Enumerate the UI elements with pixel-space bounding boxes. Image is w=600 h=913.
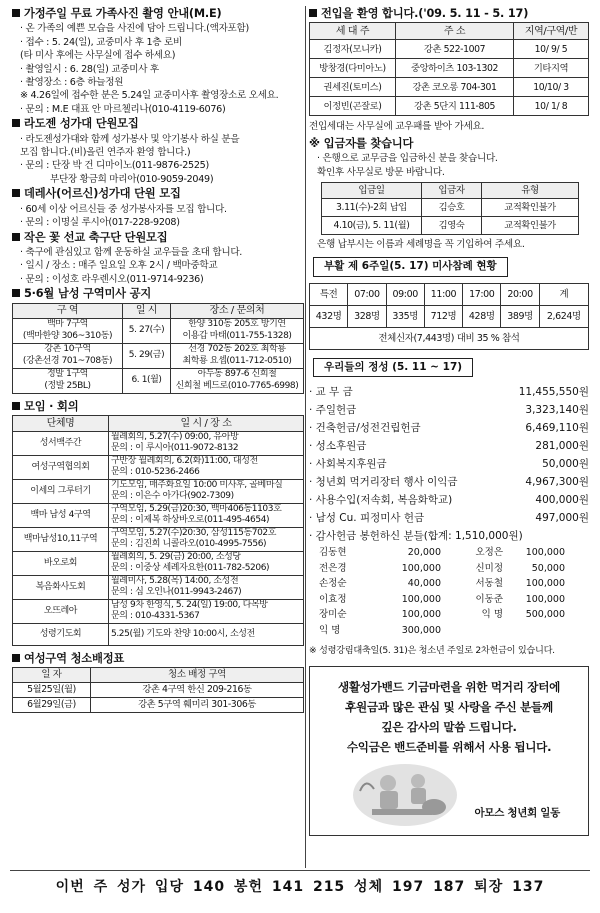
- info-line: 구역모임, 5.29(금)20:30, 백마406동1103호: [111, 503, 282, 514]
- table-row: [13, 479, 304, 503]
- teresa-choir-body: [12, 203, 304, 230]
- donor-amount: 100,000: [525, 578, 565, 590]
- offering-row: [309, 473, 589, 491]
- table-row: [322, 217, 579, 235]
- donor-amount: 100,000: [525, 593, 565, 605]
- deposit-date-cell: 4.10(금), 5. 11(월): [322, 217, 422, 235]
- text-line: · 촬영장소 : 6층 하늘정원: [20, 77, 124, 89]
- meetings-table: [12, 415, 304, 646]
- band-illustration-icon: [350, 761, 460, 829]
- date-cell: 6월29일(금): [13, 697, 91, 712]
- info-line: 문의 : 김진희 니콜라오(010-4995-7556): [111, 539, 267, 550]
- group-name-cell: 백마남성10,11구역: [13, 527, 109, 551]
- text-line: · 일시 / 장소 : 매주 일요일 오후 2시 / 백마중학교: [20, 260, 218, 272]
- table-row: [13, 368, 304, 393]
- donor-name: 손정순: [319, 578, 347, 590]
- place-line: 선경 702동 202호 최학룡: [188, 344, 286, 355]
- donor-amount: 40,000: [407, 578, 441, 590]
- date-cell: 5. 29(금): [123, 343, 171, 368]
- table-row: [13, 343, 304, 368]
- group-info-cell: [109, 599, 304, 623]
- count-cell: 428명: [463, 305, 501, 327]
- cleaning-title: 여성구역 청소배정표: [24, 651, 125, 665]
- column-header: 구 역: [13, 303, 123, 318]
- offering-amount: 50,000원: [542, 458, 589, 471]
- column-header: 지역/구역/반: [514, 23, 589, 40]
- column-header: 입금자: [422, 183, 482, 199]
- table-row: [13, 697, 304, 712]
- square-bullet-icon: [12, 9, 20, 17]
- group-name-cell: 이세의 그루터기: [13, 479, 109, 503]
- column-header: 07:00: [348, 283, 386, 305]
- info-line: 문의 : 이 루시아(011-9072-8132: [111, 443, 239, 454]
- text-line: 깊은 감사의 말씀 드립니다.: [381, 719, 517, 734]
- text-line: · 60세 이상 어르신들 중 성가봉사자를 모집 합니다.: [20, 203, 227, 215]
- group-info-cell: [109, 551, 304, 575]
- text-line: (타 미사 후에는 사무실에 접수 하세요): [20, 50, 176, 62]
- offering-row: [309, 491, 589, 509]
- info-line: 월례회의, 5.27(수) 09:00, 유아방: [111, 431, 239, 442]
- donor-name: 서동철: [475, 578, 503, 590]
- square-bullet-icon: [12, 289, 20, 297]
- table-row: [13, 551, 304, 575]
- table-row: [310, 59, 589, 78]
- info-line: 문의 : 이은수 아가다(902-7309): [111, 491, 234, 502]
- text-line: 부단장 황금희 마리아(010-9059-2049): [50, 173, 214, 185]
- donor-name: 전은경: [319, 562, 347, 574]
- text-line: · 은행으로 교무금을 입금하신 분을 찾습니다.: [317, 153, 498, 165]
- offering-amount: 3,323,140원: [525, 404, 589, 417]
- soccer-team-body: [12, 246, 304, 286]
- region-cell: 10/ 9/ 5: [514, 40, 589, 59]
- column-header: 일 시 / 장 소: [109, 415, 304, 431]
- mass-attendance-table: [309, 283, 589, 350]
- teresa-choir-title: 데레사(어르신)성가대 단원 모집: [24, 187, 181, 201]
- cleaning-table: [12, 667, 304, 712]
- square-bullet-icon: [12, 402, 20, 410]
- group-name-cell: 성령기도회: [13, 623, 109, 645]
- group-name-cell: 오뜨레아: [13, 599, 109, 623]
- householder-cell: 이정빈(곤잘로): [310, 97, 396, 116]
- area-name: 백마 7구역: [47, 319, 88, 330]
- column-header: 특전: [310, 283, 348, 305]
- info-line: 5.25(월) 기도와 찬양 10:00시, 소성전: [111, 628, 255, 639]
- district-mass-table: [12, 303, 304, 394]
- region-cell: 10/10/ 3: [514, 78, 589, 97]
- info-line: 문의 : 010-4331-5367: [111, 611, 200, 622]
- area-cell: [13, 368, 123, 393]
- area-cell: [13, 343, 123, 368]
- offering-row: [309, 401, 589, 419]
- signature: 아모스 청년회 일동: [474, 806, 560, 819]
- deposit-note: 은행 납부시는 이름과 세례명을 꼭 기입하여 주세요.: [317, 239, 525, 251]
- radogen-choir-heading: [12, 117, 304, 130]
- deposit-heading: [309, 137, 589, 150]
- donor-amount: 50,000: [531, 562, 565, 574]
- info-line: 문의 : 이제복 하상바오로(011-495-4654): [111, 515, 270, 526]
- column-header: 주 소: [396, 23, 514, 40]
- table-row: [13, 318, 304, 343]
- offering-amount: 400,000원: [535, 494, 589, 507]
- depositor-cell: 김영숙: [422, 217, 482, 235]
- offering-row: [309, 419, 589, 437]
- meetings-title: 모임 · 회의: [24, 399, 79, 413]
- right-column: [309, 6, 589, 836]
- table-row: [310, 327, 589, 349]
- donor-name: 오정은: [475, 547, 503, 559]
- offering-row: [309, 437, 589, 455]
- offering-label: · 남성 Cu. 피정미사 헌금: [309, 512, 425, 525]
- thank-you-box: [309, 666, 589, 836]
- column-header: 장소 / 문의처: [171, 303, 304, 318]
- address-cell: 강촌 5단지 111-805: [396, 97, 514, 116]
- text-line: · 문의 : 이성호 라우렌시오(011-9714-9236): [20, 273, 204, 285]
- donor-name: 익 명: [319, 624, 341, 636]
- teresa-choir-heading: [12, 187, 304, 200]
- total-cell: 전체신자(7,443명) 대비 35 % 참석: [310, 327, 589, 349]
- place-line: 한양 310동 205호 방기연: [188, 319, 286, 330]
- text-line: · 온 가족의 예쁜 모습을 사진에 담아 드립니다.(액자포함): [20, 23, 249, 35]
- text-line: 후원금과 많은 관심 및 사랑을 주신 분들께: [345, 699, 553, 714]
- address-cell: 중앙하이츠 103-1302: [396, 59, 514, 78]
- square-bullet-icon: [12, 119, 20, 127]
- table-row: [310, 97, 589, 116]
- family-photo-body: [12, 22, 304, 116]
- table-row: [13, 623, 304, 645]
- table-header-row: [322, 183, 579, 199]
- info-line: 기도모임, 매주화요일 10:00 미사후, 골베마실: [111, 479, 283, 490]
- footer-rule: [10, 870, 590, 871]
- contact-line: 신희철 베드로(010-7765-6998): [175, 380, 299, 391]
- area-cell: 강촌 4구역 한신 209-216동: [91, 682, 304, 697]
- place-line: 아두동 897-6 신희철: [197, 369, 277, 380]
- donor-name: 장미순: [319, 609, 347, 621]
- offering-amount: 281,000원: [535, 440, 589, 453]
- table-header-row: [13, 415, 304, 431]
- offering-row: [309, 383, 589, 401]
- offering-label: · 사용수입(저속회, 복음화학교): [309, 494, 453, 507]
- offering-label: · 건축헌금/성전건립헌금: [309, 422, 421, 435]
- column-header: 09:00: [386, 283, 424, 305]
- offering-title: 우리들의 정성 (5. 11 ~ 17): [313, 358, 473, 377]
- date-cell: 6. 1(월): [123, 368, 171, 393]
- group-name-cell: 백마 남성 4구역: [13, 503, 109, 527]
- text-line: ※ 4.26일에 접수한 분은 5.24일 교중미사후 촬영장소로 오세요.: [20, 90, 279, 102]
- district-mass-title: 5·6월 남성 구역미사 공지: [24, 287, 152, 301]
- square-bullet-icon: [12, 189, 20, 197]
- text-line: · 문의 : 단장 박 건 디마이노(011-9876-2525): [20, 160, 209, 172]
- area-cell: [13, 318, 123, 343]
- table-row: [13, 575, 304, 599]
- area-detail: (백마한양 306~310동): [22, 330, 113, 341]
- left-column: [12, 6, 304, 713]
- table-row: [13, 527, 304, 551]
- donor-amount: 100,000: [401, 562, 441, 574]
- offering-row: [309, 527, 589, 545]
- donor-amount: [503, 623, 565, 639]
- group-info-cell: [109, 455, 304, 479]
- column-header: 청소 배정 구역: [91, 668, 304, 682]
- newcomers-table: [309, 22, 589, 116]
- date-cell: 5월25일(월): [13, 682, 91, 697]
- offering-amount: 6,469,110원: [525, 422, 589, 435]
- address-cell: 강촌 코오롱 704-301: [396, 78, 514, 97]
- info-line: 남성 9차 한영식, 5. 24(일) 19:00, 다목방: [111, 599, 268, 610]
- table-row: [13, 503, 304, 527]
- family-photo-title: 가정주일 무료 가족사진 촬영 안내(M.E): [24, 7, 222, 20]
- table-row: [310, 78, 589, 97]
- text-line: · 축구에 관심있고 함께 운동하실 교우들을 초대 합니다.: [20, 246, 243, 258]
- offering-label: · 감사헌금 봉헌하신 분들(합계: 1,510,000원): [309, 530, 523, 543]
- hymn-footer: 이번 주 성가 입당 140 봉헌 141 215 성체 197 187 퇴장 137: [55, 879, 545, 895]
- contact-line: 이용갑 마태(011-755-1328): [182, 330, 292, 341]
- donor-amount: 300,000: [401, 624, 441, 636]
- table-row: [13, 682, 304, 697]
- address-cell: 강촌 522-1007: [396, 40, 514, 59]
- offering-amount: 4,967,300원: [525, 476, 589, 489]
- info-line: 문의 : 010-5236-2466: [111, 467, 200, 478]
- region-cell: 기타지역: [514, 59, 589, 78]
- group-info-cell: [109, 479, 304, 503]
- count-cell: 2,624명: [539, 305, 588, 327]
- count-cell: 328명: [348, 305, 386, 327]
- offering-amount: 11,455,550원: [518, 386, 589, 399]
- text-line: · 촬영일시 : 6. 28(일) 교중미사 후: [20, 63, 159, 75]
- place-cell: [171, 318, 304, 343]
- table-row: [13, 599, 304, 623]
- place-cell: [171, 368, 304, 393]
- donor-name: 이효정: [319, 593, 347, 605]
- column-header: 계: [539, 283, 588, 305]
- text-line: · 라도젠성가대와 함께 성가봉사 및 악기봉사 하실 분을: [20, 133, 240, 145]
- info-line: 월례미사, 5.28(목) 14:00, 소성전: [111, 575, 239, 586]
- family-photo-heading: [12, 7, 304, 20]
- group-info-cell: [109, 527, 304, 551]
- square-bullet-icon: [12, 233, 20, 241]
- cleaning-heading: [12, 652, 304, 665]
- text-line: · 문의 : M.E 대표 안 마르첼리나(010-4119-6076): [20, 103, 226, 115]
- contact-line: 최학룡 요셉(011-712-0510): [182, 355, 292, 366]
- column-header: 일 자: [13, 668, 91, 682]
- text-line: 수익금은 밴드준비를 위해서 사용 됩니다.: [346, 739, 552, 754]
- column-header: 11:00: [424, 283, 462, 305]
- soccer-team-heading: [12, 231, 304, 244]
- soccer-team-title: 작은 꽃 선교 축구단 단원모집: [24, 230, 168, 244]
- donor-name: 이동준: [475, 593, 503, 605]
- area-name: 강촌 10구역: [44, 344, 91, 355]
- donor-amount: 500,000: [525, 609, 565, 621]
- householder-cell: 김정자(모니카): [310, 40, 396, 59]
- offering-label: · 교 무 금: [309, 386, 353, 399]
- area-detail: (정발 25BL): [44, 380, 91, 391]
- text-line: 확인후 사무실로 방문 바랍니다.: [317, 166, 445, 178]
- type-cell: 교적확인불가: [482, 217, 579, 235]
- table-row: [310, 305, 589, 327]
- radogen-choir-body: [12, 133, 304, 187]
- table-row: [13, 455, 304, 479]
- column-header: 유형: [482, 183, 579, 199]
- offering-note: ※ 성령강림대축일(5. 31)은 청소년 주일로 2차헌금이 있습니다.: [309, 645, 555, 657]
- table-row: [322, 199, 579, 217]
- date-cell: 5. 27(수): [123, 318, 171, 343]
- donor-name: 익 명: [481, 609, 503, 621]
- table-header-row: [310, 283, 589, 305]
- newcomers-note: 전입세대는 사무실에 교우패를 받아 가세요.: [309, 121, 485, 133]
- info-line: 구반장 월례회의, 6.2(화)11:00, 대성전: [111, 455, 258, 466]
- column-header: 입금일: [322, 183, 422, 199]
- donor-name: 김동현: [319, 547, 347, 559]
- table-header-row: [13, 668, 304, 682]
- donor-amount: 100,000: [401, 593, 441, 605]
- note-mark-icon: ※: [309, 136, 320, 150]
- column-header: 17:00: [463, 283, 501, 305]
- column-header: 일 시: [123, 303, 171, 318]
- donor-amount: 20,000: [407, 547, 441, 559]
- group-info-cell: [109, 503, 304, 527]
- group-name-cell: 복음화사도회: [13, 575, 109, 599]
- offering-amount: 497,000원: [535, 512, 589, 525]
- place-cell: [171, 343, 304, 368]
- deposit-date-cell: 3.11(수)-2회 납입: [322, 199, 422, 217]
- count-cell: 712명: [424, 305, 462, 327]
- column-divider: [305, 6, 306, 868]
- thank-you-text: [310, 667, 588, 757]
- info-line: 구역모임, 5.27(수)20:30, 삼성115동702호: [111, 527, 277, 538]
- text-line: · 접수 : 5. 24(일), 교중미사 후 1층 로비: [20, 36, 182, 48]
- newcomers-title: 전입을 환영 합니다.('09. 5. 11 - 5. 17): [321, 7, 529, 20]
- meetings-heading: [12, 400, 304, 413]
- group-name-cell: 여성구역협의회: [13, 455, 109, 479]
- table-header-row: [310, 23, 589, 40]
- deposit-title: 입금자를 찾습니다: [323, 136, 414, 150]
- deposit-body: [309, 152, 589, 179]
- offering-label: · 사회복지후원금: [309, 458, 387, 471]
- group-info-cell: [109, 623, 304, 645]
- table-row: [310, 40, 589, 59]
- region-cell: 10/ 1/ 8: [514, 97, 589, 116]
- householder-cell: 방창경(다미아노): [310, 59, 396, 78]
- text-line: 생활성가밴드 기금마련을 위한 먹거리 장터에: [337, 679, 561, 694]
- square-bullet-icon: [12, 654, 20, 662]
- count-cell: 335명: [386, 305, 424, 327]
- offering-list: [309, 383, 589, 545]
- column-header: 20:00: [501, 283, 539, 305]
- count-cell: 389명: [501, 305, 539, 327]
- district-mass-heading: [12, 287, 304, 300]
- depositor-cell: 김승호: [422, 199, 482, 217]
- text-line: · 문의 : 이명실 루시아(017-228-9208): [20, 217, 180, 229]
- group-info-cell: [109, 431, 304, 455]
- info-line: 월례회의, 5. 29(금) 20:00, 소성당: [111, 551, 241, 562]
- offering-label: · 주일헌금: [309, 404, 357, 417]
- group-name-cell: 바오로회: [13, 551, 109, 575]
- householder-cell: 권세진(토미스): [310, 78, 396, 97]
- donor-name: [441, 623, 503, 639]
- donor-name: 신미정: [475, 562, 503, 574]
- table-row: [13, 431, 304, 455]
- area-cell: 강촌 5구역 훼미리 301-306동: [91, 697, 304, 712]
- group-info-cell: [109, 575, 304, 599]
- type-cell: 교적확인불가: [482, 199, 579, 217]
- offering-row: [309, 455, 589, 473]
- radogen-choir-title: 라도젠 성가대 단원모집: [24, 117, 139, 131]
- donor-grid: [319, 545, 589, 638]
- area-detail: (강촌선경 701~708동): [22, 355, 113, 366]
- offering-row: [309, 509, 589, 527]
- count-cell: 432명: [310, 305, 348, 327]
- square-bullet-icon: [309, 9, 317, 17]
- newcomers-heading: [309, 7, 589, 20]
- offering-label: · 성소후원금: [309, 440, 367, 453]
- donor-amount: 100,000: [401, 609, 441, 621]
- offering-label: · 청년회 먹거리장터 행사 이익금: [309, 476, 458, 489]
- deposit-table: [321, 182, 579, 235]
- column-header: 세 대 주: [310, 23, 396, 40]
- text-line: 모집 합니다.(비)올린 연주자 환영 합니다.): [20, 147, 191, 159]
- column-header: 단체명: [13, 415, 109, 431]
- area-name: 정발 1구역: [47, 369, 88, 380]
- group-name-cell: 성서백주간: [13, 431, 109, 455]
- info-line: 문의 : 심 오인나(011-9943-2467): [111, 587, 242, 598]
- donor-amount: 100,000: [525, 547, 565, 559]
- table-header-row: [13, 303, 304, 318]
- info-line: 문의 : 이중상 세례자요한(011-782-5206): [111, 563, 270, 574]
- mass-attendance-title: 부활 제 6주일(5. 17) 미사참례 현황: [313, 257, 508, 276]
